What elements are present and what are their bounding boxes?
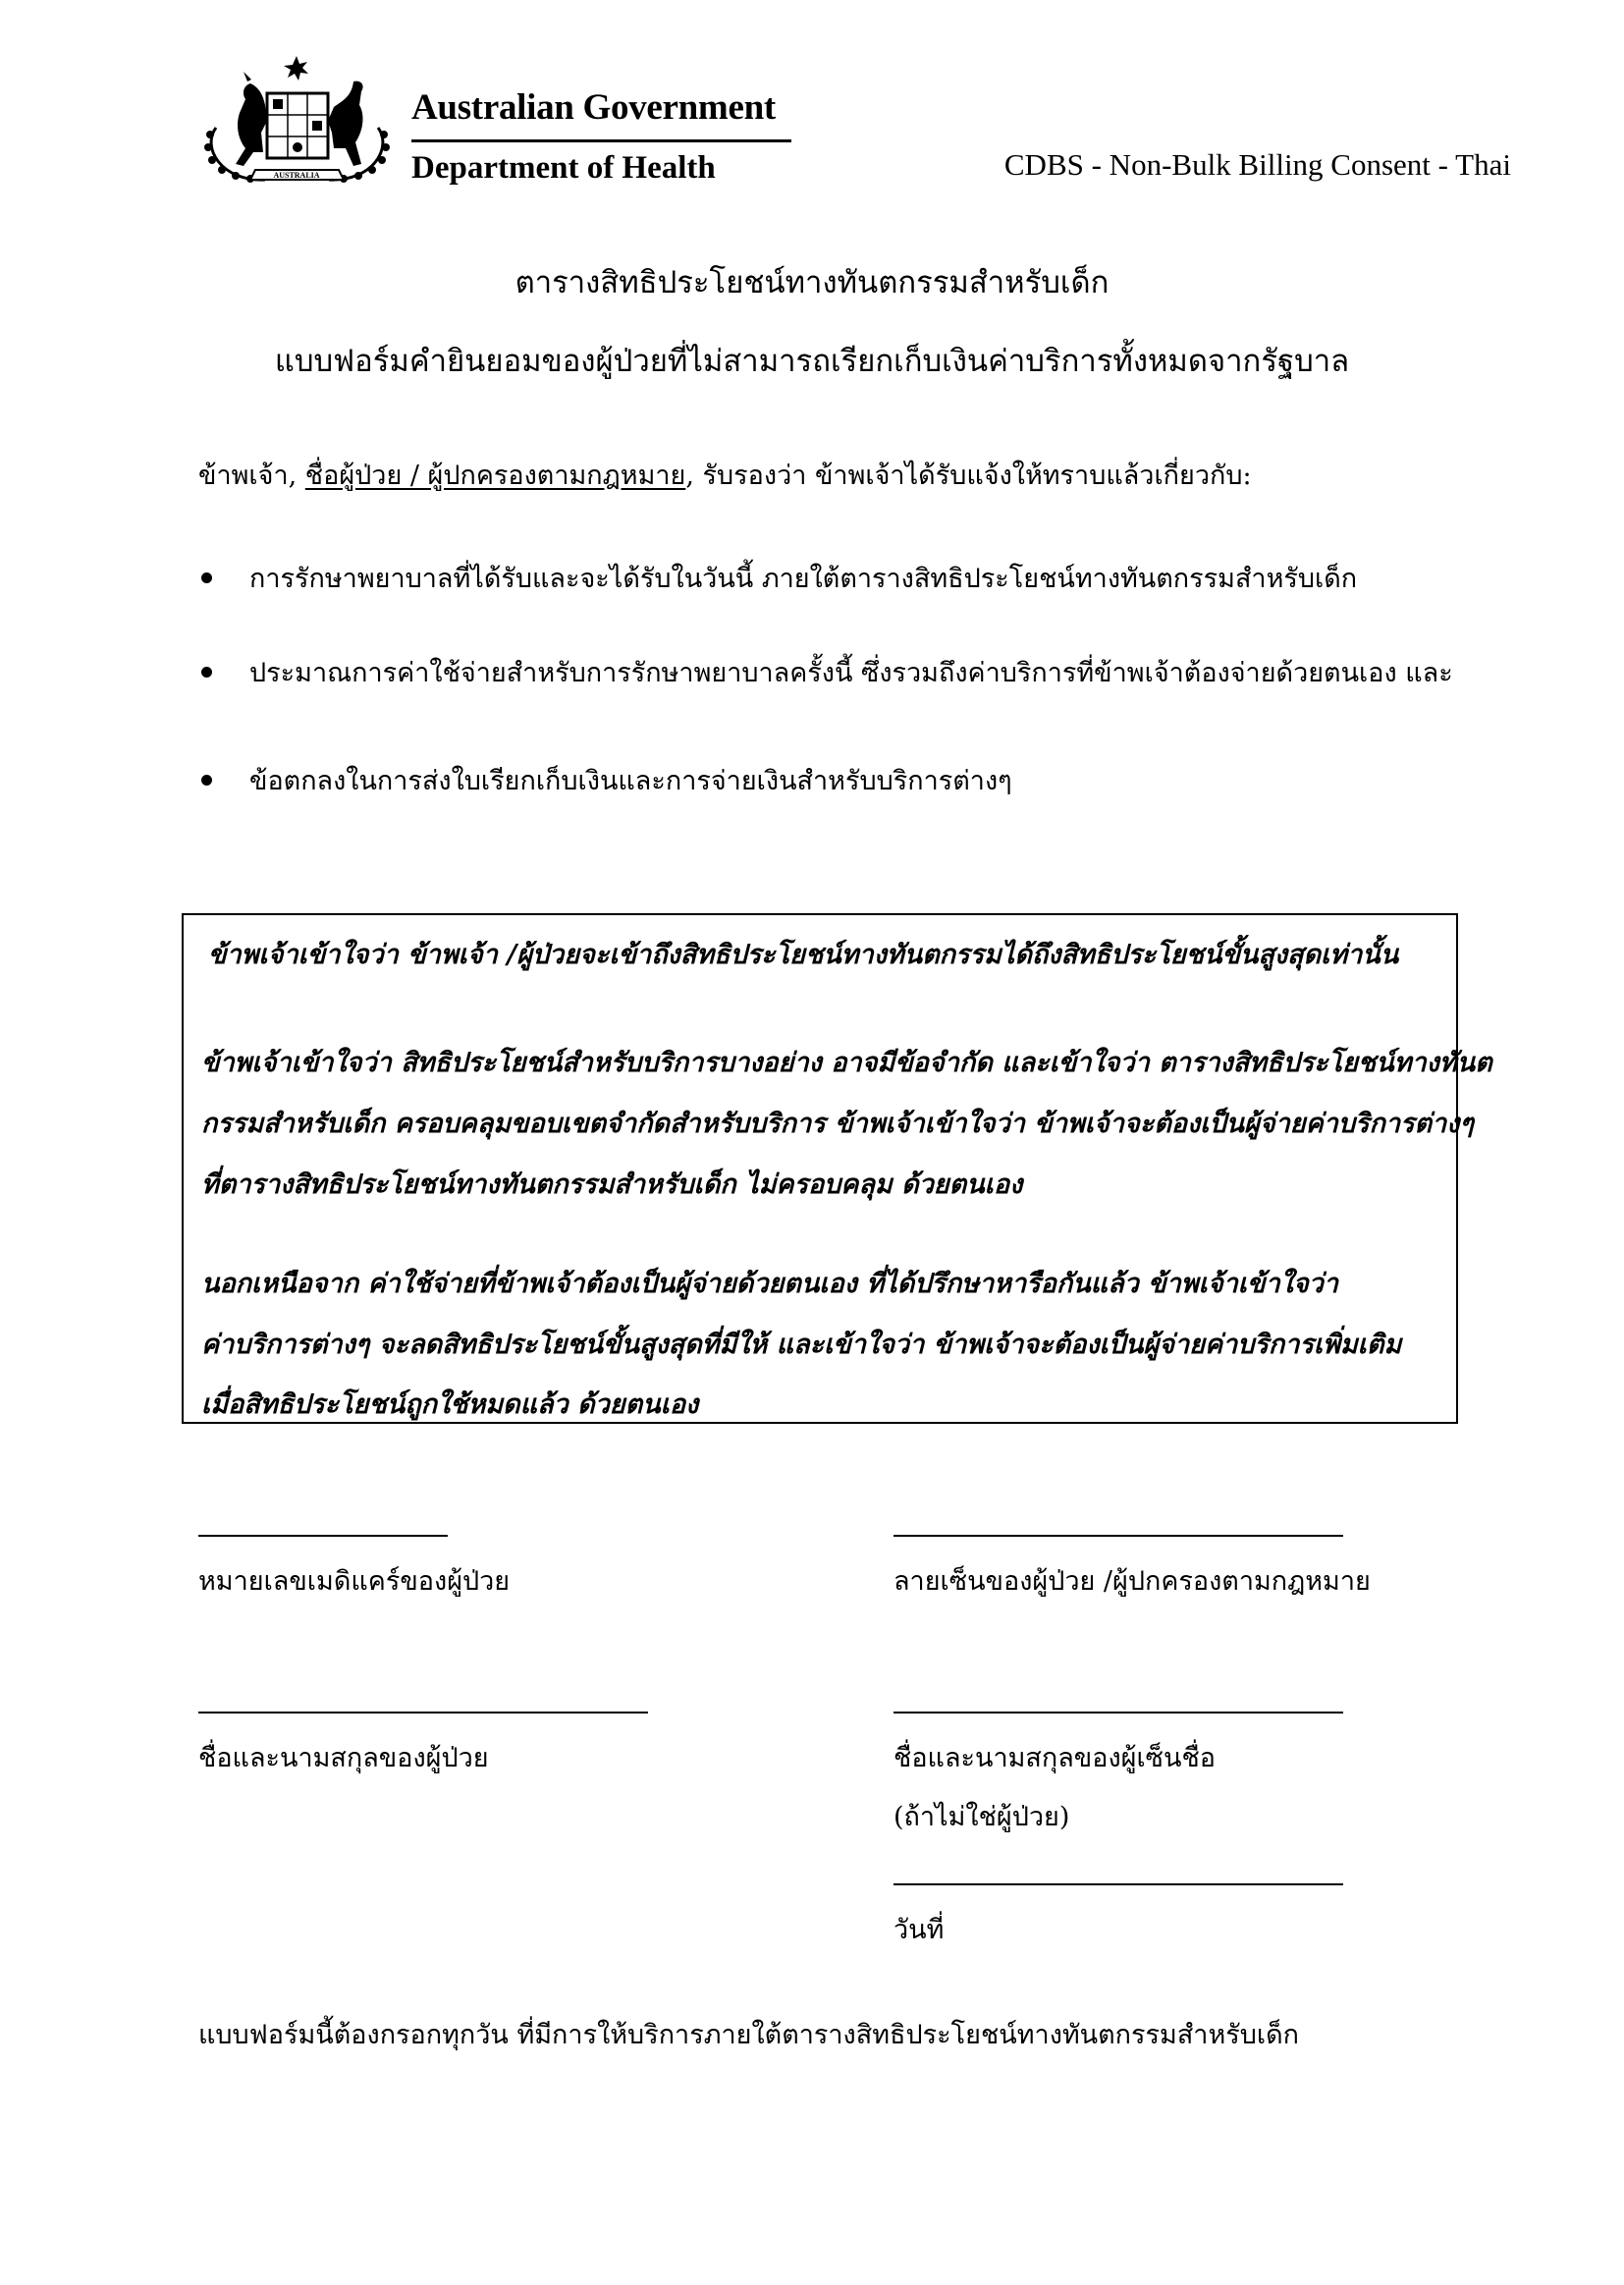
signer-name-note: (ถ้าไม่ใช่ผู้ป่วย) [893,1802,1070,1832]
list-item-text: การรักษาพยาบาลที่ได้รับและจะได้รับในวันนี้ ภายใต้ตารางสิทธิประโยชน์ทางทันตกรรมสำหรับเด็ก [249,564,1358,594]
bullet-icon [201,667,212,678]
acknowledgement-paragraph-2-line-3: ที่ตารางสิทธิประโยชน์ทางทันตกรรมสำหรับเด็ก ไม่ครอบคลุม ด้วยตนเอง [201,1170,1023,1200]
government-name: Australian Government [411,87,776,128]
acknowledgement-paragraph-3-line-3: เมื่อสิทธิประโยชน์ถูกใช้หมดแล้ว ด้วยตนเอง [201,1389,699,1420]
medicare-number-label: หมายเลขเมดิแคร์ของผู้ป่วย [198,1566,511,1597]
acknowledgement-paragraph-2-line-1: ข้าพเจ้าเข้าใจว่า สิทธิประโยชน์สำหรับบริการบางอย่าง อาจมีข้อจำกัด และเข้าใจว่า ตารางสิทธิประโยชน์ทางทันต [201,1048,1492,1078]
patient-name-field[interactable] [198,1712,648,1714]
signer-name-field[interactable] [893,1712,1343,1714]
date-label: วันที่ [893,1915,945,1945]
document-reference: CDBS - Non-Bulk Billing Consent - Thai [1003,147,1511,182]
acknowledgement-paragraph-1: ข้าพเจ้าเข้าใจว่า ข้าพเจ้า /ผู้ป่วยจะเข้าถึงสิทธิประโยชน์ทางทันตกรรมได้ถึงสิทธิประโยชน์ขั้นสูงสุดเท่านั้น [208,940,1399,970]
crest-motto: AUSTRALIA [273,171,320,180]
acknowledgement-paragraph-3-line-1: นอกเหนือจาก ค่าใช้จ่ายที่ข้าพเจ้าต้องเป็นผู้จ่ายด้วยตนเอง ที่ได้ปรึกษาหารือกันแล้ว ข้าพเจ้าเข้าใจว่า [201,1269,1338,1299]
acknowledgement-paragraph-2-line-2: กรรมสำหรับเด็ก ครอบคลุมขอบเขตจำกัดสำหรับบริการ ข้าพเจ้าเข้าใจว่า ข้าพเจ้าจะต้องเป็นผู้จ่ายค่าบริการต่างๆ [201,1109,1474,1139]
page-subtitle: แบบฟอร์มคำยินยอมของผู้ป่วยที่ไม่สามารถเรียกเก็บเงินค่าบริการทั้งหมดจากรัฐบาล [274,344,1350,379]
page-title: ตารางสิทธิประโยชน์ทางทันตกรรมสำหรับเด็ก [514,265,1110,300]
list-item-text: ข้อตกลงในการส่งใบเรียกเก็บเงินและการจ่ายเงินสำหรับบริการต่างๆ [249,766,1012,796]
signature-label: ลายเซ็นของผู้ป่วย /ผู้ปกครองตามกฎหมาย [893,1566,1371,1597]
list-item [201,759,1012,801]
acknowledgement-paragraph-3-line-2: ค่าบริการต่างๆ จะลดสิทธิประโยชน์ขั้นสูงสุดที่มีให้ และเข้าใจว่า ข้าพเจ้าจะต้องเป็นผู้จ่ายค่าบริการเพิ่มเติม [201,1330,1402,1360]
bullet-icon [201,775,212,786]
australian-coat-of-arms-logo [196,54,398,196]
signature-field[interactable] [893,1535,1343,1537]
patient-name-label: ชื่อและนามสกุลของผู้ป่วย [198,1743,489,1773]
department-name: Department of Health [411,150,716,186]
declaration-suffix: , รับรองว่า ข้าพเจ้าได้รับแจ้งให้ทราบแล้วเกี่ยวกับ: [685,461,1252,491]
header-divider [411,139,791,142]
declaration-statement [198,454,1252,496]
bullet-icon [201,572,212,583]
date-field[interactable] [893,1883,1343,1885]
patient-name-placeholder: ชื่อผู้ป่วย / ผู้ปกครองตามกฎหมาย [304,461,686,491]
signer-name-label: ชื่อและนามสกุลของผู้เซ็นชื่อ [893,1743,1217,1773]
list-item [201,557,1357,599]
list-item [201,651,1453,693]
footer-note: แบบฟอร์มนี้ต้องกรอกทุกวัน ที่มีการให้บริการภายใต้ตารางสิทธิประโยชน์ทางทันตกรรมสำหรับเด็ก [198,2020,1300,2050]
declaration-prefix: ข้าพเจ้า, [198,461,305,491]
medicare-number-field[interactable] [198,1535,448,1537]
list-item-text: ประมาณการค่าใช้จ่ายสำหรับการรักษาพยาบาลครั้งนี้ ซึ่งรวมถึงค่าบริการที่ข้าพเจ้าต้องจ่ายด้วยตนเอง และ [249,658,1453,688]
